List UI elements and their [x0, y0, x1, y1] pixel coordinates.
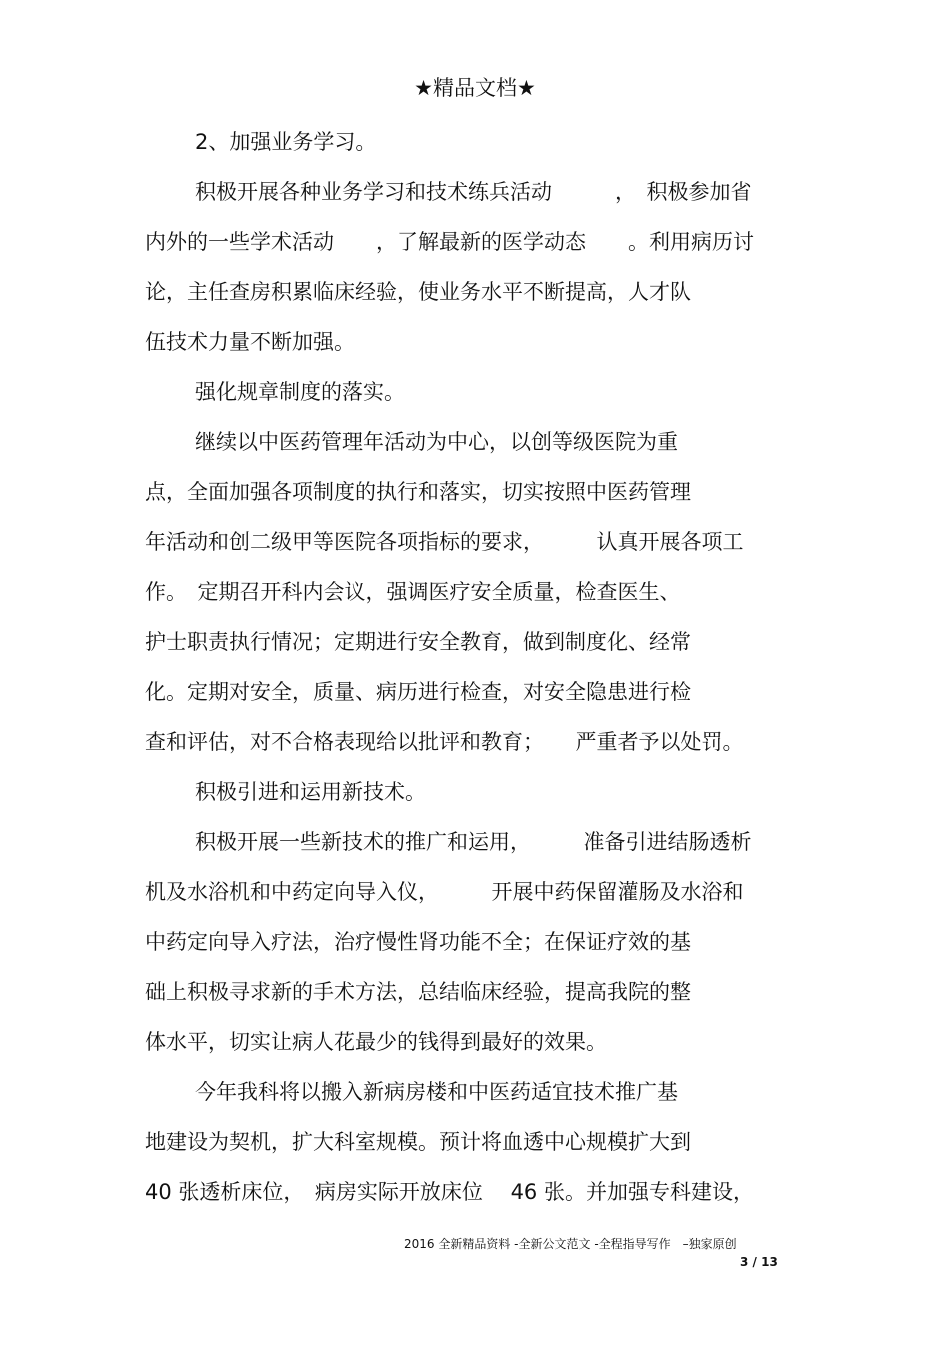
text-line: 地建设为契机，扩大科室规模。预计将血透中心规模扩大到 [145, 1130, 691, 1154]
footer-text: 2016 全新精品资料 -全新公文范文 -全程指导写作 –独家原创 [404, 1237, 737, 1251]
text-line: 点，全面加强各项制度的执行和落实，切实按照中医药管理 [145, 480, 691, 504]
text-line: 积极引进和运用新技术。 [195, 780, 426, 804]
text-line: 中药定向导入疗法，治疗慢性肾功能不全；在保证疗效的基 [145, 930, 691, 954]
text-line: 40 张透析床位， 病房实际开放床位 46 张。并加强专科建设， [145, 1180, 754, 1204]
text-line: 查和评估，对不合格表现给以批评和教育； 严重者予以处罚。 [145, 730, 744, 754]
text-line: 强化规章制度的落实。 [195, 380, 405, 404]
page-header-title: ★精品文档★ [414, 76, 536, 100]
text-line: 继续以中医药管理年活动为中心，以创等级医院为重 [195, 430, 678, 454]
text-line: 积极开展各种业务学习和技术练兵活动 ， 积极参加省 [195, 180, 752, 204]
text-line: 作。 定期召开科内会议，强调医疗安全质量，检查医生、 [145, 580, 681, 604]
text-line: 年活动和创二级甲等医院各项指标的要求， 认真开展各项工 [145, 530, 744, 554]
text-line: 护士职责执行情况；定期进行安全教育，做到制度化、经常 [145, 630, 691, 654]
text-line: 体水平，切实让病人花最少的钱得到最好的效果。 [145, 1030, 607, 1054]
text-line: 机及水浴机和中药定向导入仪， 开展中药保留灌肠及水浴和 [145, 880, 744, 904]
text-line: 内外的一些学术活动 ，了解最新的医学动态 。利用病历讨 [145, 230, 754, 254]
text-line: 伍技术力量不断加强。 [145, 330, 355, 354]
text-line: 论，主任查房积累临床经验，使业务水平不断提高，人才队 [145, 280, 691, 304]
text-line: 今年我科将以搬入新病房楼和中医药适宜技术推广基 [195, 1080, 678, 1104]
text-line: 积极开展一些新技术的推广和运用， 准备引进结肠透析 [195, 830, 752, 854]
text-line: 2、加强业务学习。 [195, 130, 377, 154]
text-line: 础上积极寻求新的手术方法，总结临床经验，提高我院的整 [145, 980, 691, 1004]
page-number: 3 / 13 [740, 1255, 778, 1269]
text-line: 化。定期对安全，质量、病历进行检查，对安全隐患进行检 [145, 680, 691, 704]
